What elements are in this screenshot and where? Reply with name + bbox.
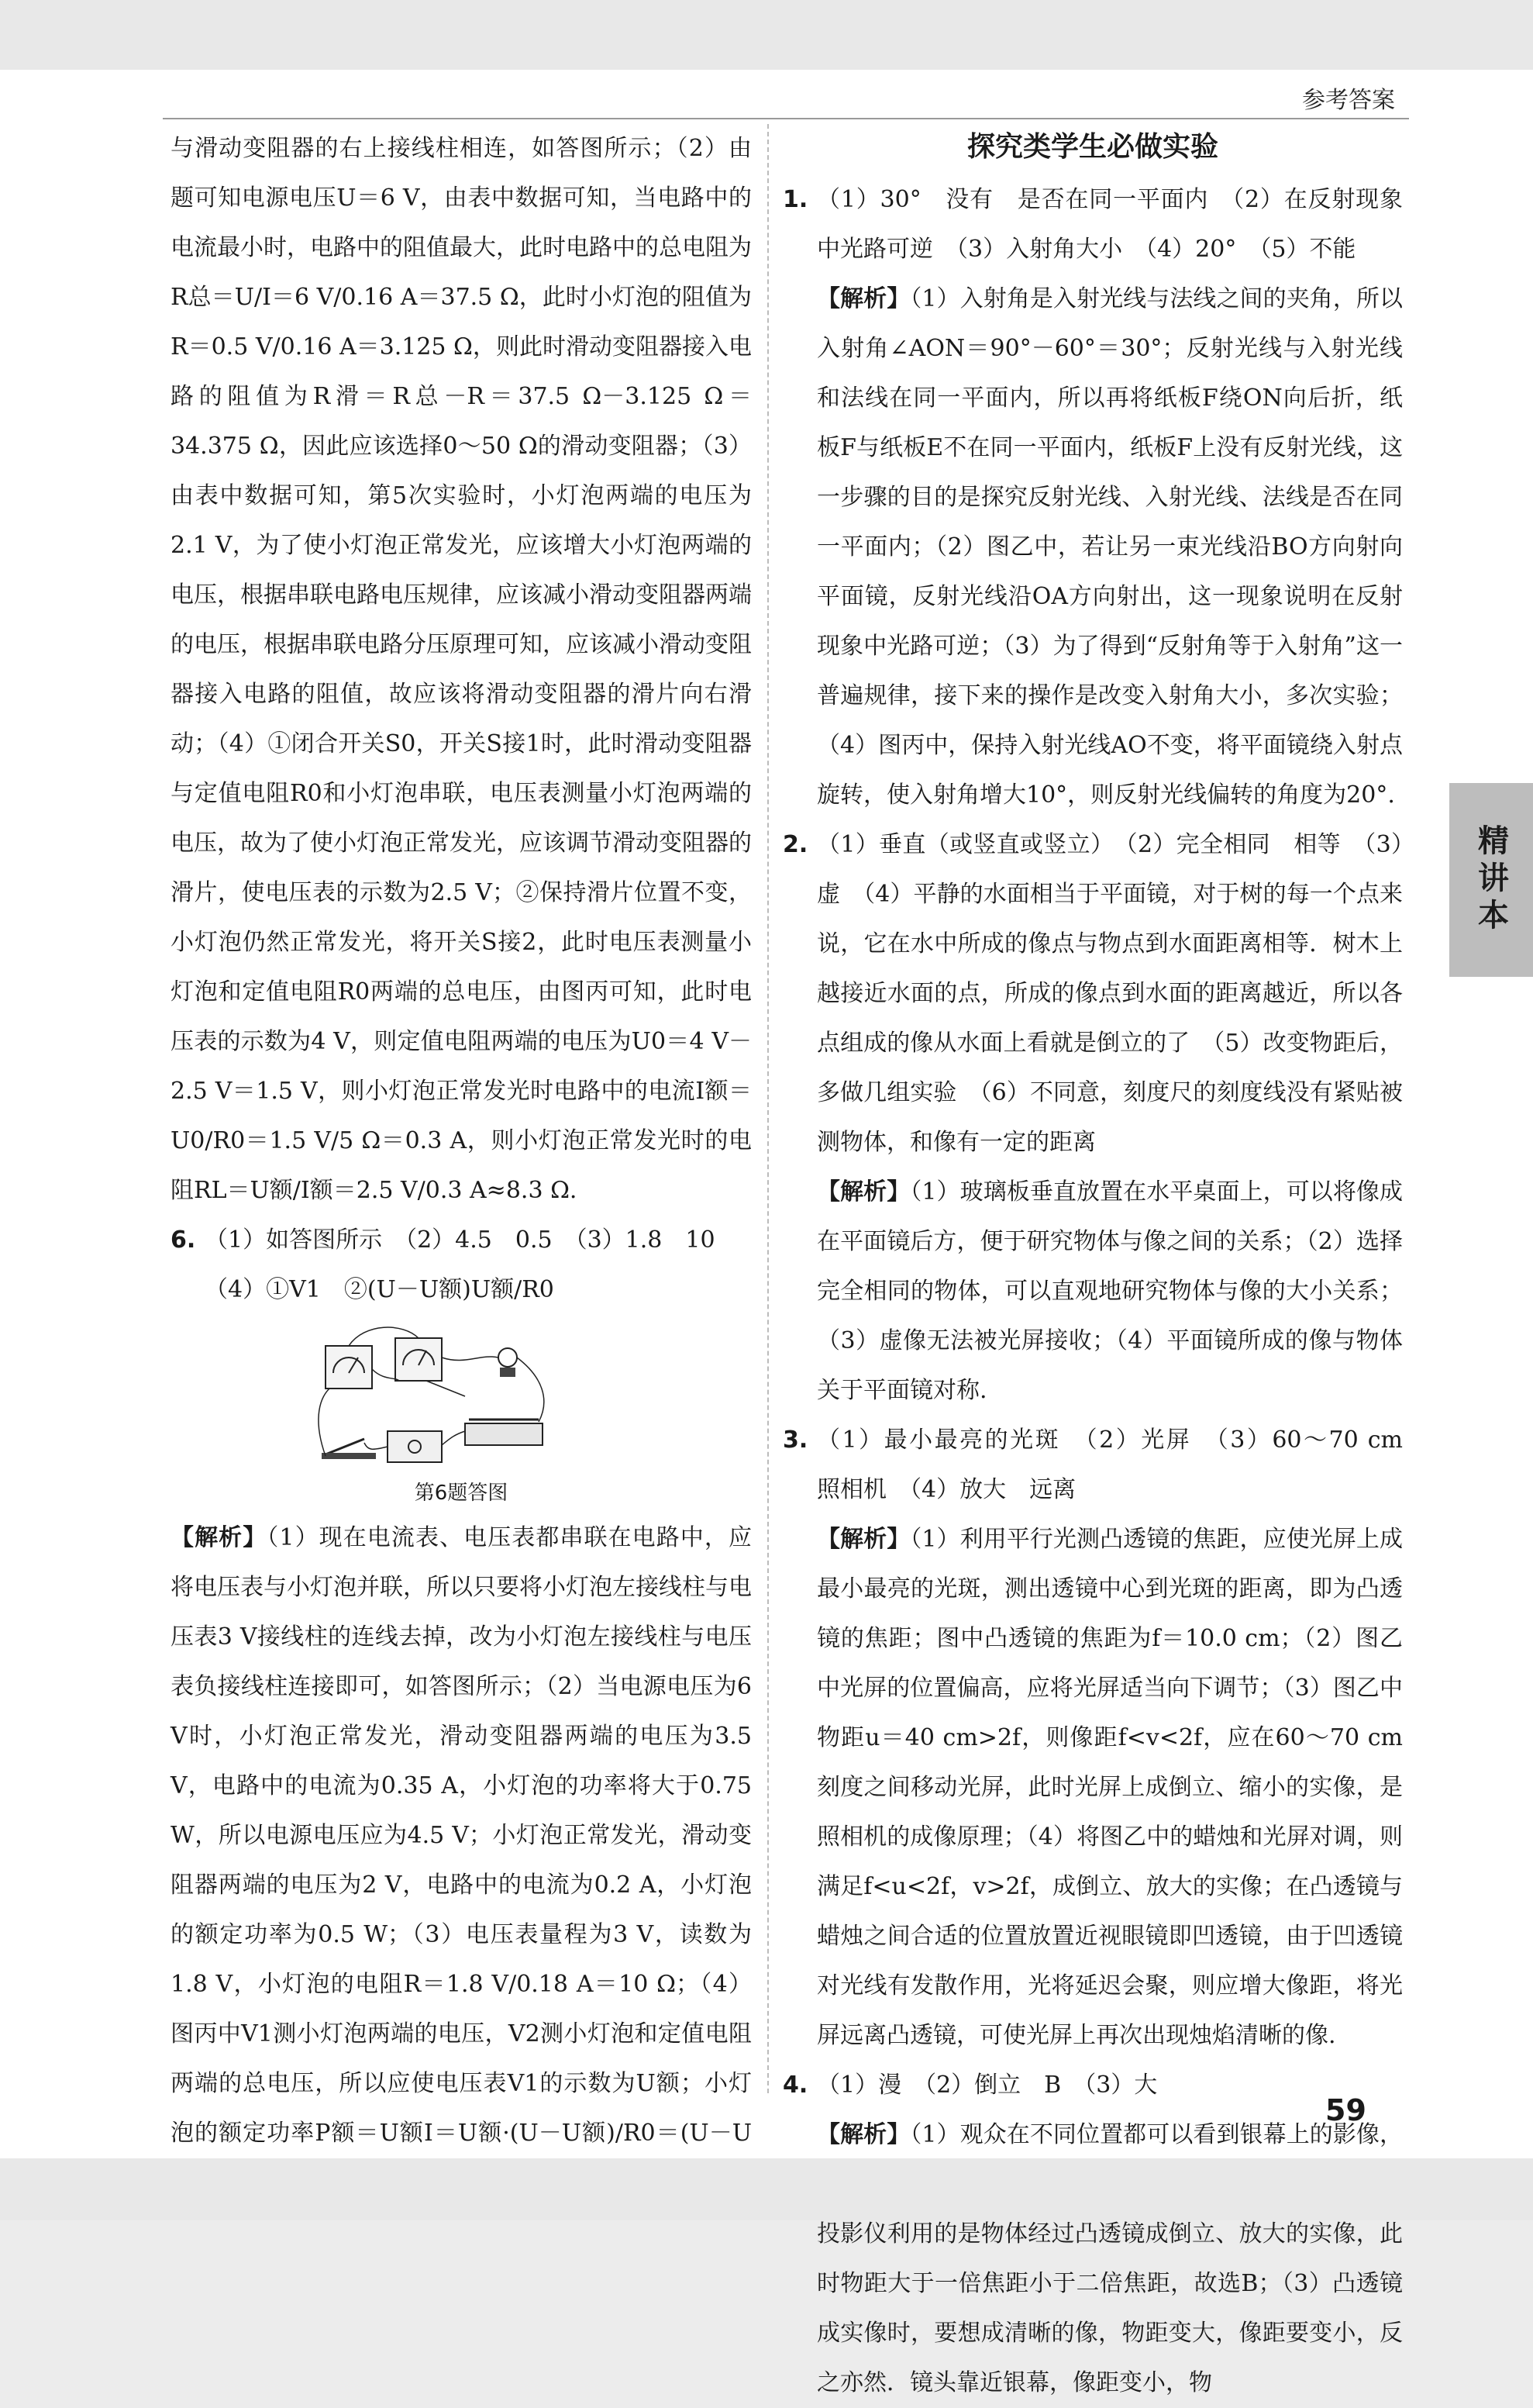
continuation-paragraph: 与滑动变阻器的右上接线柱相连，如答图所示；（2）由题可知电源电压U＝6 V，由表中数据可知，当电路中的电流最小时，电路中的阻值最大，此时电路中的总电阻为R总＝U/I＝6 V/0.16 A＝37.5 Ω，此时小灯泡的阻值为R＝0.5 V/0.16 A＝3.125 Ω，则此时滑动变阻器接入电路的阻值为R滑＝R总－R＝37.5 Ω－3.125 Ω＝34.375 Ω，因此应该选择0～50 Ω的滑动变阻器；（3）由表中数据可知，第5次实验时，小灯泡两端的电压为2.1 V，为了使小灯泡正常发光，应该增大小灯泡两端的电压，根据串联电路电压规律，应该减小滑动变阻器两端的电压，根据串联电路分压原理可知，应该减小滑动变阻器接入电路的阻值，故应该将滑动变阻器的滑片向右滑动；（4）①闭合开关S0，开关S接1时，此时滑动变阻器与定值电阻R0和小灯泡串联，电压表测量小灯泡两端的电压，故为了使小灯泡正常发光，应该调节滑动变阻器的滑片，使电压表的示数为2.5 V；②保持滑片位置不变，小灯泡仍然正常发光，将开关S接2，此时电压表测量小灯泡和定值电阻R0两端的总电压，由图丙可知，此时电压表的示数为4 V，则定值电阻两端的电压为U0＝4 V－2.5 V＝1.5 V，则小灯泡正常发光时电路中的电流I额＝U0/R0＝1.5 V/5 Ω＝0.3 A，则小灯泡正常发光时的电阻RL＝U额/I额＝2.5 V/0.3 A≈8.3 Ω. bbox=[171, 135, 752, 1204]
question-item-2 bbox=[783, 820, 1403, 1416]
bottom-margin-band bbox=[0, 2158, 1533, 2220]
ammeter-icon bbox=[326, 1346, 372, 1389]
header-rule bbox=[163, 118, 1409, 119]
right-column bbox=[783, 124, 1426, 2408]
page-header-label: 参考答案 bbox=[1302, 87, 1395, 114]
power-supply-icon bbox=[388, 1431, 442, 1462]
question-item-4 bbox=[783, 2061, 1403, 2408]
circuit-diagram-figure bbox=[310, 1323, 558, 1478]
left-column bbox=[171, 124, 752, 2208]
rheostat-icon bbox=[465, 1423, 543, 1445]
analysis-text: （1）入射角是入射光线与法线之间的夹角，所以入射角∠AON＝90°－60°＝30°；反射光线与入射光线和法线在同一平面内，所以再将纸板F绕ON向后折，纸板F与纸板E不在同一平面内，纸板F上没有反射光线，这一步骤的目的是探究反射光线、入射光线、法线是否在同一平面内；（2）图乙中，若让另一束光线沿BO方向射向平面镜，反射光线沿OA方向射出，这一现象说明在反射现象中光路可逆；（3）为了得到“反射角等于入射角”这一普遍规律，接下来的操作是改变入射角大小，多次实验；（4）图丙中，保持入射光线AO不变，将平面镜绕入射点旋转，使入射角增大10°，则反射光线偏转的角度为20°. bbox=[817, 285, 1404, 809]
question-number: 6. bbox=[171, 1226, 196, 1254]
analysis-text: （1）观众在不同位置都可以看到银幕上的影像， 投影仪利用的是物体经过凸透镜成倒立、放大的实像，此时物距大于一倍焦距小于二倍焦距，故选B；（3）凸透镜成实像时，要想成清晰的像，物距变大，像距要变小，反之亦然．镜头靠近银幕，像距变小，物 bbox=[817, 2121, 1404, 2396]
answer-text: （1）漫 （2）倒立 B （3）大 bbox=[817, 2072, 1158, 2099]
analysis-text: （1）利用平行光测凸透镜的焦距，应使光屏上成最小最亮的光斑，测出透镜中心到光斑的距离，即为凸透镜的焦距；图中凸透镜的焦距为f＝10.0 cm；（2）图乙中光屏的位置偏高，应将光屏适当向下调节；（3）图乙中物距u＝40 cm>2f，则像距f<v<2f，应在60～70 cm刻度之间移动光屏，此时光屏上成倒立、缩小的实像，是照相机的成像原理；（4）将图乙中的蜡烛和光屏对调，则满足f<u<2f，v>2f，成倒立、放大的实像；在凸透镜与蜡烛之间合适的位置放置近视眼镜即凹透镜，由于凹透镜对光线有发散作用，光将延迟会聚，则应增大像距，将光屏远离凸透镜，可使光屏上再次出现烛焰清晰的像. bbox=[817, 1526, 1404, 2049]
question-number: 1. bbox=[783, 186, 808, 213]
answer-line: （4）①V1 ②(U－U额)U额/R0 bbox=[205, 1276, 554, 1303]
answer-line: （1）如答图所示 （2）4.5 0.5 （3）1.8 10 bbox=[205, 1226, 715, 1254]
side-section-tab bbox=[1449, 783, 1533, 977]
analysis-paragraph bbox=[171, 1513, 752, 2208]
answer-text: （1）30° 没有 是否在同一平面内 （2）在反射现象中光路可逆 （3）入射角大小 （4）20° （5）不能 bbox=[817, 186, 1403, 263]
figure-caption: 第6题答图 bbox=[414, 1482, 508, 1505]
page-number: 59 bbox=[1325, 2093, 1366, 2127]
analysis-tag: 【解析】 bbox=[817, 1526, 911, 1553]
question-item-3 bbox=[783, 1416, 1426, 2061]
analysis-tag: 【解析】 bbox=[817, 2121, 911, 2148]
question-item-6 bbox=[171, 1216, 752, 1315]
switch-icon bbox=[326, 1439, 364, 1454]
top-margin-band bbox=[0, 0, 1533, 70]
bulb-icon bbox=[498, 1348, 517, 1367]
question-number: 4. bbox=[783, 2072, 808, 2099]
question-number: 3. bbox=[783, 1427, 808, 1454]
column-divider bbox=[767, 124, 769, 2093]
section-title: 探究类学生必做实验 bbox=[966, 131, 1218, 163]
question-item-1 bbox=[783, 175, 1403, 820]
answer-text: （1）垂直（或竖直或竖立） （2）完全相同 相等 （3）虚 （4）平静的水面相当于平面镜，对于树的每一个点来说，它在水中所成的像点与物点到水面距离相等．树木上越接近水面的点，所成的像点到水面的距离越近，所以各点组成的像从水面上看就是倒立的了 （5）改变物距后，多做几组实验 （6）不同意，刻度尺的刻度线没有紧贴被测物体，和像有一定的距离 bbox=[817, 831, 1403, 1156]
analysis-text: （1）玻璃板垂直放置在水平桌面上，可以将像成在平面镜后方，便于研究物体与像之间的关系；（2）选择完全相同的物体，可以直观地研究物体与像的大小关系；（3）虚像无法被光屏接收；（4）平面镜所成的像与物体关于平面镜对称. bbox=[817, 1178, 1404, 1404]
analysis-text: （1）现在电流表、电压表都串联在电路中，应将电压表与小灯泡并联，所以只要将小灯泡左接线柱与电压表3 V接线柱的连线去掉，改为小灯泡左接线柱与电压表负接线柱连接即可，如答图所示；（2）当电源电压为6 V时，小灯泡正常发光，滑动变阻器两端的电压为3.5 V，电路中的电流为0.35 A，小灯泡的功率将大于0.75 W，所以电源电压应为4.5 V；小灯泡正常发光，滑动变阻器两端的电压为2 V，电路中的电流为0.2 A，小灯泡的额定功率为0.5 W；（3）电压表量程为3 V，读数为1.8 V，小灯泡的电阻R＝1.8 V/0.18 A＝10 Ω；（4）图丙中V1测小灯泡两端的电压，V2测小灯泡和定值电阻两端的总电压，所以应使电压表V1的示数为U额；小灯泡的额定功率P额＝U额I＝U额·(U－U额)/R0＝(U－U bbox=[171, 1524, 753, 2147]
question-number: 2. bbox=[783, 831, 808, 858]
analysis-tag: 【解析】 bbox=[817, 285, 911, 312]
side-tab-label: 精讲本 bbox=[1473, 824, 1509, 936]
analysis-tag: 【解析】 bbox=[171, 1524, 267, 1551]
voltmeter-icon bbox=[395, 1338, 442, 1381]
analysis-tag: 【解析】 bbox=[817, 1178, 911, 1206]
answer-text: （1）最小最亮的光斑 （2）光屏 （3）60～70 cm 照相机 （4）放大 远离 bbox=[817, 1427, 1426, 1503]
